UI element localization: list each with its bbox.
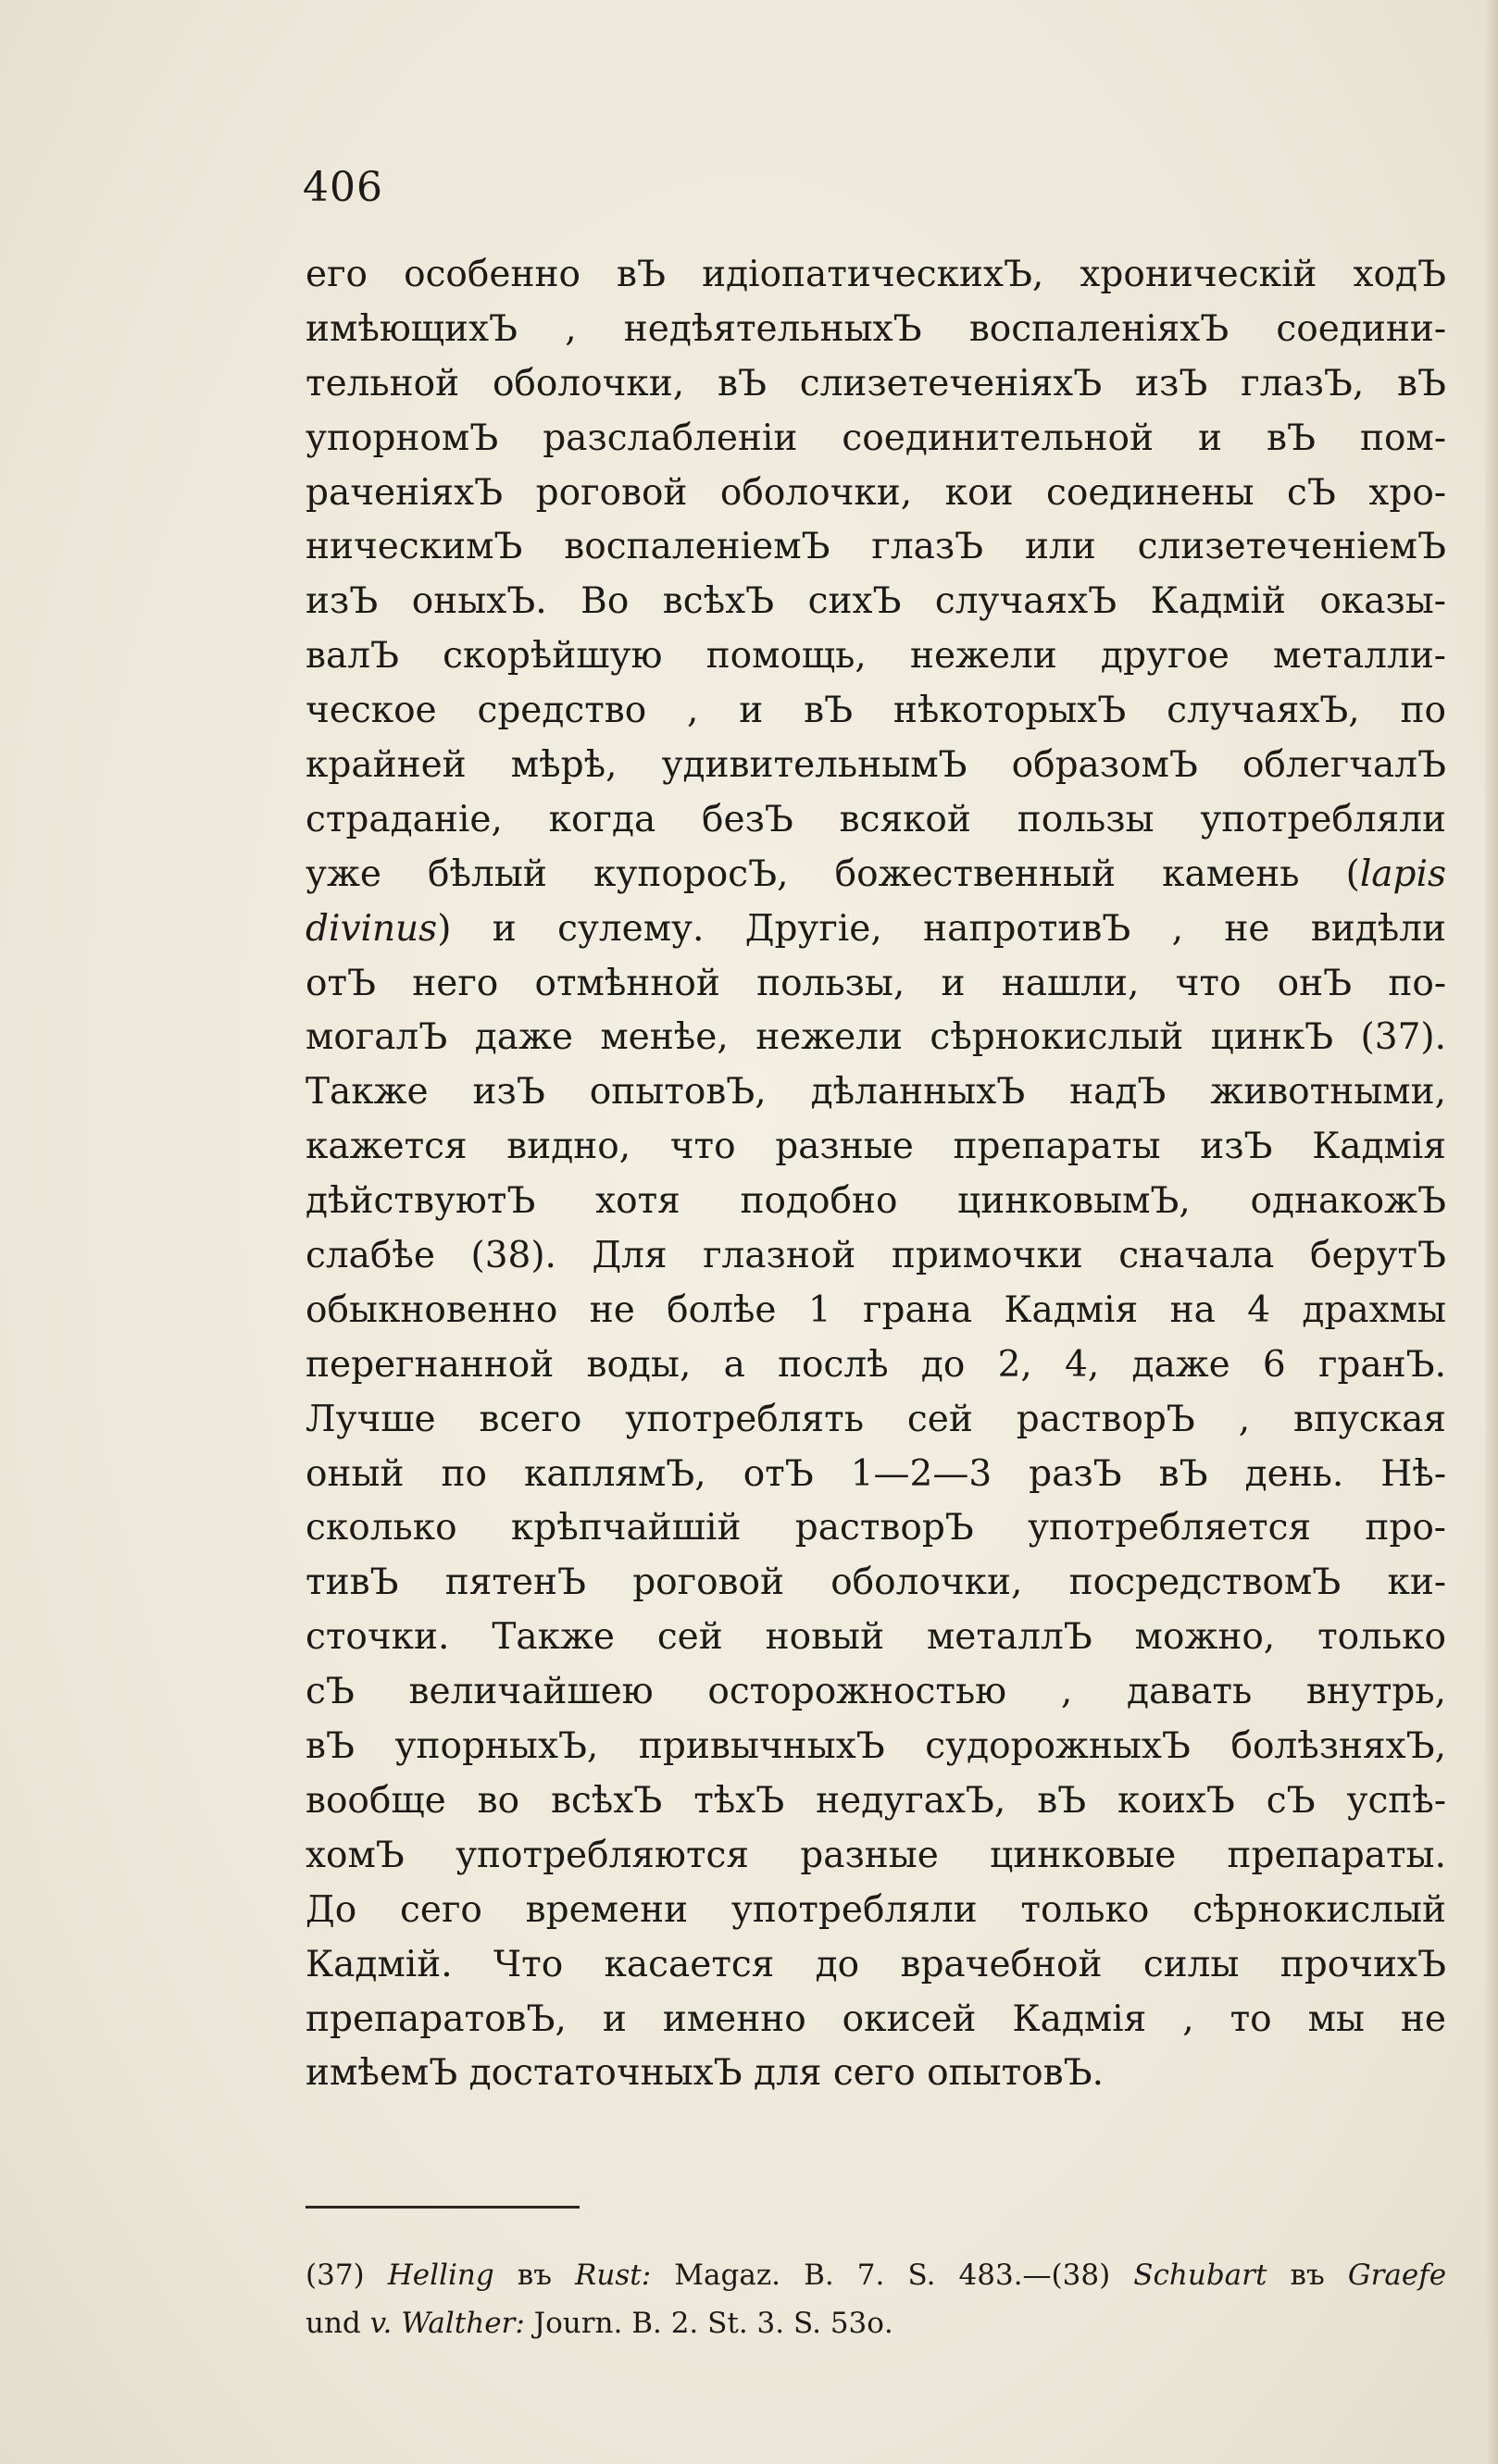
footnote-divider [306,2206,580,2209]
footnote-conjunction: въ [517,2259,552,2292]
text-segment: уже бѣлый купоросЪ, божественный камень ( [306,852,1360,895]
text-line: сточки. Также сей новый металлЪ можно, только [306,1616,1446,1659]
text-line [306,848,1446,902]
text-line: валЪ скорѣйшую помощь, нежели другое металли- [306,635,1446,678]
text-line: дѣйствуютЪ хотя подобно цинковымЪ, однакожЪ [306,1180,1446,1223]
text-line: сколько крѣпчайшій растворЪ употребляется про- [306,1507,1446,1549]
text-line [306,902,1446,957]
text-line: ническимЪ воспаленіемЪ глазЪ или слизетеченіемЪ [306,526,1446,568]
text-line: Также изЪ опытовЪ, дѣланныхЪ надЪ животными, [306,1071,1446,1114]
text-line: упорномЪ разслабленіи соединительной и вЪ пом- [306,417,1446,459]
text-line: хомЪ употребляются разные цинковые препараты. [306,1834,1446,1876]
text-line: тельной оболочки, вЪ слизетеченіяхЪ изЪ глазЪ, вЪ [306,362,1446,404]
footnote-line [306,2251,1446,2299]
page-edge-shadow [1485,0,1498,2464]
text-line: слабѣе (38). Для глазной примочки сначала берутЪ [306,1235,1446,1277]
footnote-reference: Journ. B. 2. St. 3. S. 53о. [533,2307,893,2340]
footnote-source: Walther: [401,2307,525,2340]
footnote-conjunction: und [306,2307,361,2340]
text-line: тивЪ пятенЪ роговой оболочки, посредствомЪ ки- [306,1562,1446,1604]
text-line: До сего времени употребляли только сѣрнокислый [306,1888,1446,1931]
footnote-abbrev: v. [369,2307,393,2340]
text-line: кажется видно, что разные препараты изЪ Кадмія [306,1126,1446,1168]
latin-term: lapis [1359,852,1446,895]
text-line: имѣемЪ достаточныхЪ для сего опытовЪ. [306,2052,1104,2095]
text-line: ческое средство , и вЪ нѣкоторыхЪ случаяхЪ, по [306,690,1446,732]
footnote-author: Schubart [1133,2259,1267,2292]
latin-term: divinus [306,907,438,950]
text-line: изЪ оныхЪ. Во всѣхЪ сихЪ случаяхЪ Кадмій оказы- [306,580,1446,623]
page-number: 406 [303,164,383,211]
text-line: отЪ него отмѣнной пользы, и нашли, что онЪ по- [306,962,1446,1004]
text-line: оный по каплямЪ, отЪ 1—2—3 разЪ вЪ день. Нѣ- [306,1452,1446,1495]
text-line: препаратовЪ, и именно окисей Кадмія , то мы не [306,1997,1446,2040]
footnote-reference: Magaz. B. 7. S. 483.—(38) [674,2259,1111,2292]
footnotes [306,2251,1446,2347]
footnote-conjunction: въ [1290,2259,1325,2292]
footnote-source: Graefe [1347,2259,1446,2292]
body-text [306,248,1446,2101]
text-line: его особенно вЪ идіопатическихЪ, хроническій ходЪ [306,254,1446,295]
text-segment: ) и сулему. Другіе, напротивЪ , не видѣли [437,907,1446,950]
text-line: крайней мѣрѣ, удивительнымЪ образомЪ облегчалЪ [306,744,1446,787]
text-line: раченіяхЪ роговой оболочки, кои соединены сЪ хро- [306,471,1446,514]
text-line: сЪ величайшею осторожностью , давать внутрь, [306,1671,1446,1713]
footnote-author: Helling [387,2259,494,2292]
text-line: страданіе, когда безЪ всякой пользы употребляли [306,798,1446,840]
text-line: могалЪ даже менѣе, нежели сѣрнокислый цинкЪ (37). [306,1016,1446,1059]
footnote-source: Rust: [575,2259,652,2292]
text-line: имѣющихЪ , недѣятельныхЪ воспаленіяхЪ соедини- [306,307,1446,350]
text-line: Кадмій. Что касается до врачебной силы прочихЪ [306,1943,1446,1985]
text-line: вообще во всѣхЪ тѣхЪ недугахЪ, вЪ коихЪ сЪ успѣ- [306,1779,1446,1822]
text-line: обыкновенно не болѣе 1 грана Кадмія на 4 драхмы [306,1288,1446,1331]
footnote-number: (37) [306,2259,365,2292]
text-line: вЪ упорныхЪ, привычныхЪ судорожныхЪ болѣзняхЪ, [306,1725,1446,1768]
text-line: перегнанной воды, а послѣ до 2, 4, даже 6 гранЪ. [306,1343,1446,1386]
text-line: Лучше всего употреблять сей растворЪ , впуская [306,1398,1446,1440]
footnote-line [306,2299,1446,2347]
